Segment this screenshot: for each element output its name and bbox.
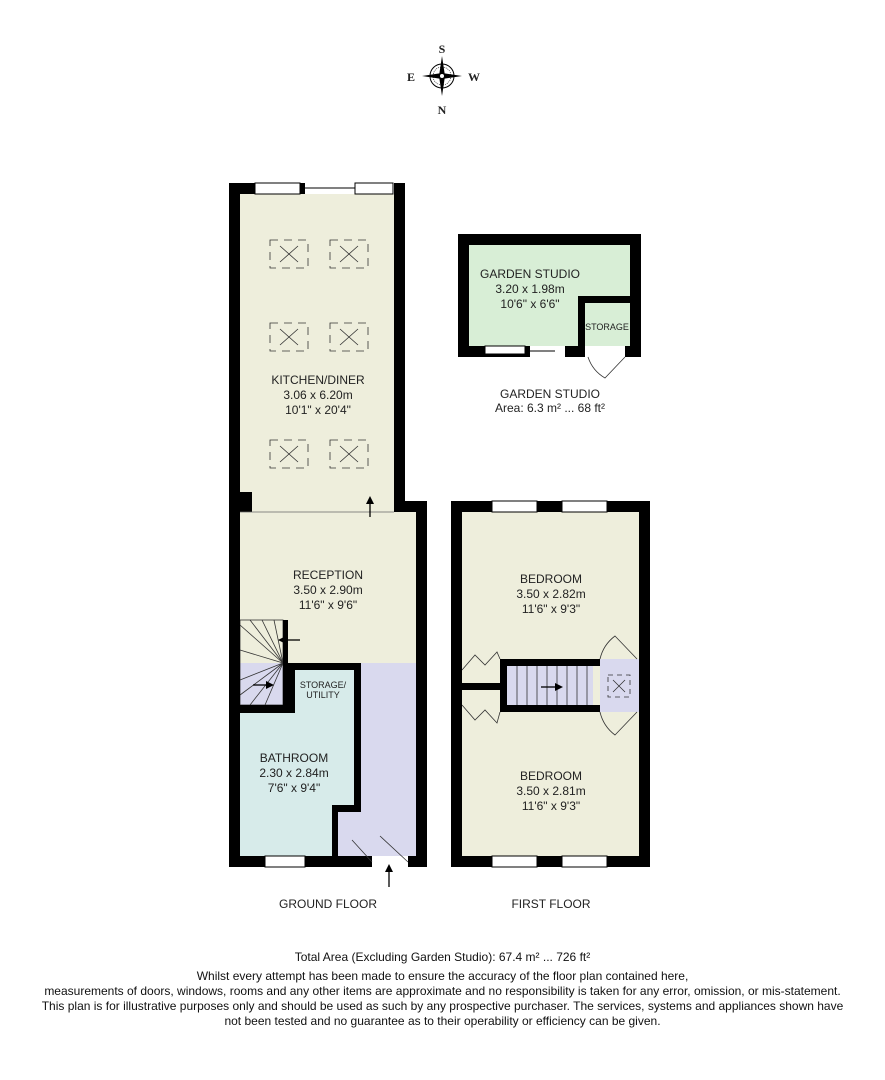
compass-north: N [437, 103, 447, 117]
first-floor-plan [451, 501, 650, 911]
ground-floor-plan [229, 183, 427, 911]
storage-utility-name: STORAGE/ [299, 680, 347, 690]
bedroom1-metric: 3.50 x 2.82m [516, 587, 586, 601]
storage-door-icon [588, 357, 625, 378]
reception-name: RECEPTION [292, 568, 364, 582]
garden-studio-plan [458, 234, 641, 415]
window [562, 501, 607, 512]
hallway-floor [361, 663, 416, 856]
reception-metric: 3.50 x 2.90m [293, 583, 363, 597]
compass-west: W [468, 70, 480, 84]
window [492, 856, 537, 867]
bathroom-name: BATHROOM [259, 751, 329, 765]
kitchen-imperial: 10'1" x 20'4" [285, 403, 351, 417]
studio-storage-name: STORAGE [585, 322, 629, 332]
stairs-floor [240, 663, 283, 705]
window [485, 346, 525, 354]
total-area: Total Area (Excluding Garden Studio): 67.4 m² ... 726 ft² [294, 950, 591, 964]
window [265, 856, 305, 867]
first-floor-label: FIRST FLOOR [511, 897, 591, 911]
bathroom-metric: 2.30 x 2.84m [259, 766, 329, 780]
disclaimer-line: measurements of doors, windows, rooms and any other items are approximate and no responsibility is taken for any error, omission, or mis-statement. [44, 984, 841, 998]
compass-east: E [406, 70, 416, 84]
garden-studio-area: Area: 6.3 m² ... 68 ft² [494, 401, 606, 415]
bedroom1-name: BEDROOM [519, 572, 583, 586]
storage-utility-name-2: UTILITY [306, 690, 340, 700]
window [255, 183, 300, 194]
stairs-floor [507, 666, 593, 705]
ground-floor-label: GROUND FLOOR [278, 897, 378, 911]
garden-studio-title: GARDEN STUDIO [499, 387, 601, 401]
garden-studio-metric: 3.20 x 1.98m [495, 282, 565, 296]
reception-imperial: 11'6" x 9'6" [298, 598, 358, 612]
bedroom1-imperial: 11'6" x 9'3" [521, 602, 581, 616]
disclaimer-line: not been tested and no guarantee as to their operability or efficiency can be given. [224, 1014, 661, 1028]
kitchen-metric: 3.06 x 6.20m [283, 388, 353, 402]
garden-studio-name: GARDEN STUDIO [479, 267, 581, 281]
bedroom2-metric: 3.50 x 2.81m [516, 784, 586, 798]
bathroom-imperial: 7'6" x 9'4" [267, 781, 321, 795]
bedroom2-imperial: 11'6" x 9'3" [521, 799, 581, 813]
kitchen-name: KITCHEN/DINER [271, 373, 365, 387]
disclaimer-line: This plan is for illustrative purposes only and should be used as such by any prospective purchaser. The services, systems and appliances shown have [41, 999, 844, 1013]
compass-south: S [438, 42, 446, 56]
compass-icon [407, 42, 480, 117]
kitchen-floor [240, 194, 394, 514]
window [355, 183, 393, 194]
entrance-arrow-icon [385, 864, 393, 887]
window [562, 856, 607, 867]
disclaimer-line: Whilst every attempt has been made to ensure the accuracy of the floor plan contained here, [196, 969, 689, 983]
garden-studio-imperial: 10'6" x 6'6" [500, 297, 560, 311]
bedroom2-name: BEDROOM [519, 769, 583, 783]
window [492, 501, 537, 512]
